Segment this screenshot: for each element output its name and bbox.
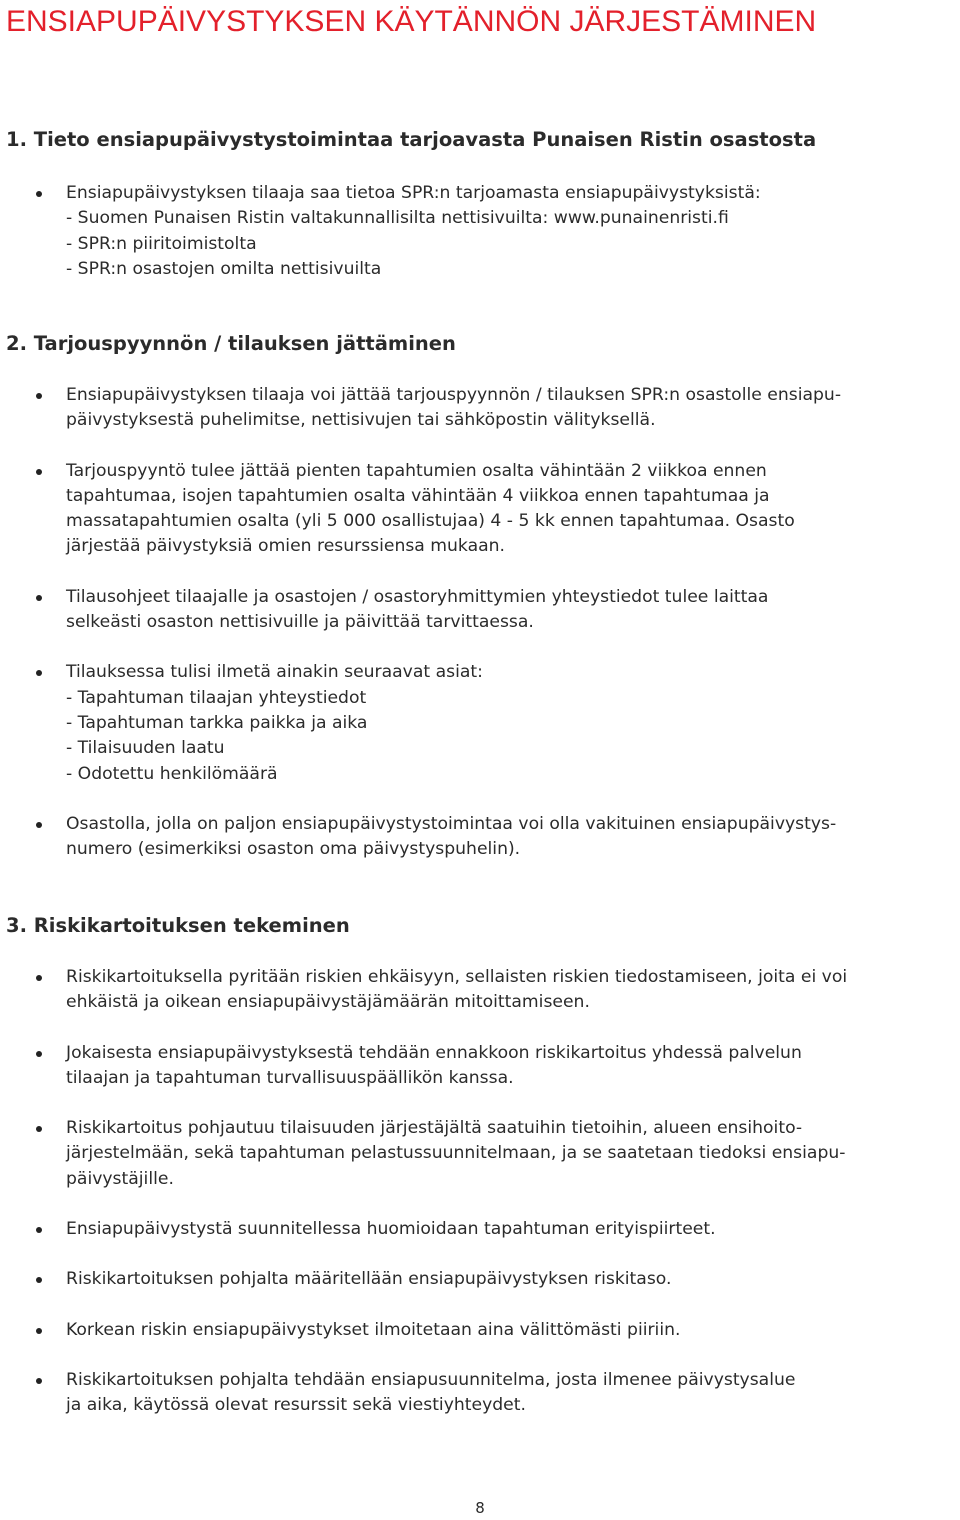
bullet-icon bbox=[36, 822, 42, 828]
section-heading: 3. Riskikartoituksen tekeminen bbox=[6, 914, 350, 937]
bullet-icon bbox=[36, 191, 42, 197]
text-line: Jokaisesta ensiapupäivystyksestä tehdään ennakkoon riskikartoitus yhdessä palvelun bbox=[66, 1042, 802, 1063]
text-line: - Tapahtuman tilaajan yhteystiedot bbox=[66, 687, 367, 708]
bullet-icon bbox=[36, 393, 42, 399]
text-line: massatapahtumien osalta (yli 5 000 osallistujaa) 4 - 5 kk ennen tapahtumaa. Osasto bbox=[66, 511, 795, 532]
page-number: 8 bbox=[475, 1499, 485, 1517]
text-line: - Tilaisuuden laatu bbox=[66, 738, 225, 759]
bullet-list bbox=[0, 383, 960, 862]
section-1 bbox=[0, 127, 960, 282]
bullet-icon bbox=[36, 1227, 42, 1233]
text-line: tapahtumaa, isojen tapahtumien osalta vähintään 4 viikkoa ennen tapahtumaa ja bbox=[66, 485, 770, 506]
bullet-icon bbox=[36, 595, 42, 601]
text-line: Tilauksessa tulisi ilmetä ainakin seuraavat asiat: bbox=[66, 662, 483, 683]
text-line: Osastolla, jolla on paljon ensiapupäivystystoimintaa voi olla vakituinen ensiapupäivystys- bbox=[66, 813, 837, 834]
text-line: Ensiapupäivystystä suunnitellessa huomioidaan tapahtuman erityispiirteet. bbox=[66, 1219, 716, 1240]
text-line: päivystäjille. bbox=[66, 1168, 174, 1189]
text-line: numero (esimerkiksi osaston oma päivystyspuhelin). bbox=[66, 839, 521, 860]
text-line: - Odotettu henkilömäärä bbox=[66, 763, 278, 784]
bullet-icon bbox=[36, 975, 42, 981]
text-line: Tarjouspyyntö tulee jättää pienten tapahtumien osalta vähintään 2 viikkoa ennen bbox=[66, 460, 767, 481]
text-line: päivystyksestä puhelimitse, nettisivujen tai sähköpostin välityksellä. bbox=[66, 410, 656, 431]
text-line: ja aika, käytössä olevat resurssit sekä viestiyhteydet. bbox=[66, 1395, 526, 1416]
text-line: selkeästi osaston nettisivuille ja päivittää tarvittaessa. bbox=[66, 612, 534, 633]
section-2 bbox=[0, 331, 960, 862]
text-line: Korkean riskin ensiapupäivystykset ilmoitetaan aina välittömästi piiriin. bbox=[66, 1319, 681, 1340]
section-heading: 2. Tarjouspyynnön / tilauksen jättäminen bbox=[6, 332, 456, 355]
page-title: ENSIAPUPÄIVYSTYKSEN KÄYTÄNNÖN JÄRJESTÄMINEN bbox=[6, 5, 817, 38]
bullet-list bbox=[0, 181, 960, 282]
list-item bbox=[0, 1267, 960, 1292]
list-item bbox=[0, 585, 960, 636]
list-item bbox=[0, 1116, 960, 1192]
list-item bbox=[0, 812, 960, 863]
text-line: Riskikartoituksen pohjalta tehdään ensiapusuunnitelma, josta ilmenee päivystysalue bbox=[66, 1369, 796, 1390]
list-item bbox=[0, 660, 960, 786]
text-line: Riskikartoitus pohjautuu tilaisuuden järjestäjältä saatuihin tietoihin, alueen ensihoito- bbox=[66, 1118, 803, 1139]
bullet-icon bbox=[36, 469, 42, 475]
text-line: - Tapahtuman tarkka paikka ja aika bbox=[66, 712, 368, 733]
text-line: Ensiapupäivystyksen tilaaja saa tietoa SPR:n tarjoamasta ensiapupäivystyksistä: bbox=[66, 183, 761, 203]
bullet-icon bbox=[36, 1126, 42, 1132]
text-line: Tilausohjeet tilaajalle ja osastojen / osastoryhmittymien yhteystiedot tulee laittaa bbox=[66, 586, 769, 607]
text-line: Riskikartoituksen pohjalta määritellään ensiapupäivystyksen riskitaso. bbox=[66, 1269, 672, 1290]
list-item bbox=[0, 1318, 960, 1343]
text-line: - Suomen Punaisen Ristin valtakunnallisilta nettisivuilta: www.punainenristi.fi bbox=[66, 208, 729, 229]
text-line: järjestää päivystyksiä omien resurssiensa mukaan. bbox=[66, 536, 506, 557]
list-item bbox=[0, 459, 960, 560]
list-item bbox=[0, 1217, 960, 1242]
text-line: Ensiapupäivystyksen tilaaja voi jättää tarjouspyynnön / tilauksen SPR:n osastolle ensiapu- bbox=[66, 385, 842, 405]
list-item bbox=[0, 383, 960, 434]
text-line: ehkäistä ja oikean ensiapupäivystäjämäärän mitoittamiseen. bbox=[66, 992, 590, 1013]
list-item bbox=[0, 181, 960, 282]
text-line: tilaajan ja tapahtuman turvallisuuspäällikön kanssa. bbox=[66, 1067, 514, 1088]
bullet-list bbox=[0, 965, 960, 1419]
list-item bbox=[0, 1368, 960, 1419]
text-line: - SPR:n osastojen omilta nettisivuilta bbox=[66, 258, 382, 279]
bullet-icon bbox=[36, 1378, 42, 1384]
list-item bbox=[0, 1041, 960, 1092]
bullet-icon bbox=[36, 1328, 42, 1334]
text-line: - SPR:n piiritoimistolta bbox=[66, 233, 257, 254]
section-heading: 1. Tieto ensiapupäivystystoimintaa tarjoavasta Punaisen Ristin osastosta bbox=[6, 128, 817, 151]
bullet-icon bbox=[36, 670, 42, 676]
section-3 bbox=[0, 913, 960, 1419]
list-item bbox=[0, 965, 960, 1016]
bullet-icon bbox=[36, 1051, 42, 1057]
text-line: järjestelmään, sekä tapahtuman pelastussuunnitelmaan, ja se saatetaan tiedoksi ensiapu- bbox=[66, 1143, 846, 1164]
bullet-icon bbox=[36, 1277, 42, 1283]
text-line: Riskikartoituksella pyritään riskien ehkäisyyn, sellaisten riskien tiedostamiseen, joita ei voi bbox=[66, 967, 848, 987]
